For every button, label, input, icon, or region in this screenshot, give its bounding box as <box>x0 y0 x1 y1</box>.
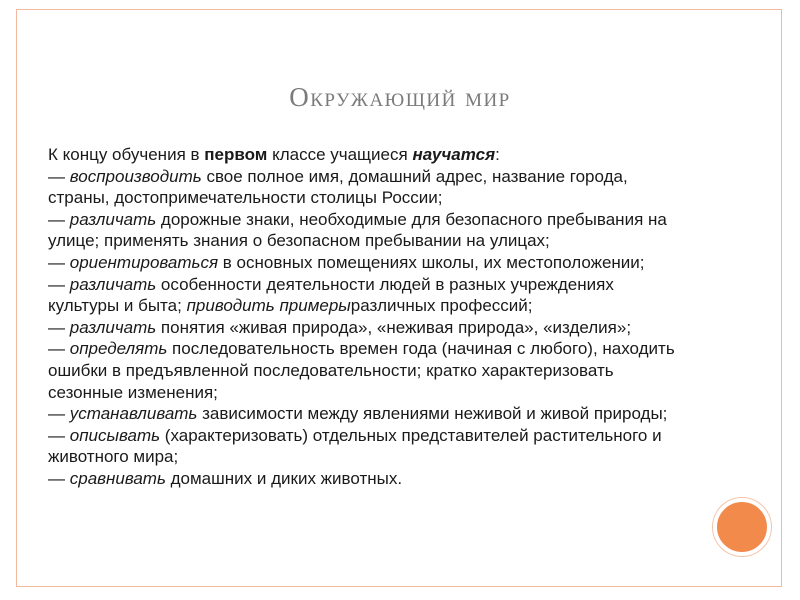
list-item: — различать понятия «живая природа», «неживая природа», «изделия»; <box>48 317 632 337</box>
list-item: — различать особенности деятельности людей в разных учреждениях культуры и быта; приводить примерыразличных профессий; <box>48 274 614 316</box>
list-item: — воспроизводить свое полное имя, домашний адрес, название города, страны, достопримечательности столицы России; <box>48 166 628 208</box>
list-item: — устанавливать зависимости между явлениями неживой и живой природы; <box>48 404 668 424</box>
list-item: — сравнивать домашних и диких животных. <box>48 468 403 488</box>
list-item: — различать дорожные знаки, необходимые для безопасного пребывания на улице; применять знания о безопасном пребывании на улицах; <box>48 209 667 251</box>
decorative-circle <box>713 498 771 556</box>
slide-title: Окружающий мир <box>289 82 511 112</box>
slide-body <box>48 144 688 490</box>
intro-line: К концу обучения в первом классе учащиеся научатся: <box>48 145 500 164</box>
list-item: — описывать (характеризовать) отдельных представителей растительного и животного мира; <box>48 425 662 467</box>
list-item: — ориентироваться в основных помещениях школы, их местоположении; <box>48 252 645 272</box>
list-item: — определять последовательность времен года (начиная с любого), находить ошибки в предъявленной последовательности; кратко характеризовать сезонные изменения; <box>48 339 675 402</box>
